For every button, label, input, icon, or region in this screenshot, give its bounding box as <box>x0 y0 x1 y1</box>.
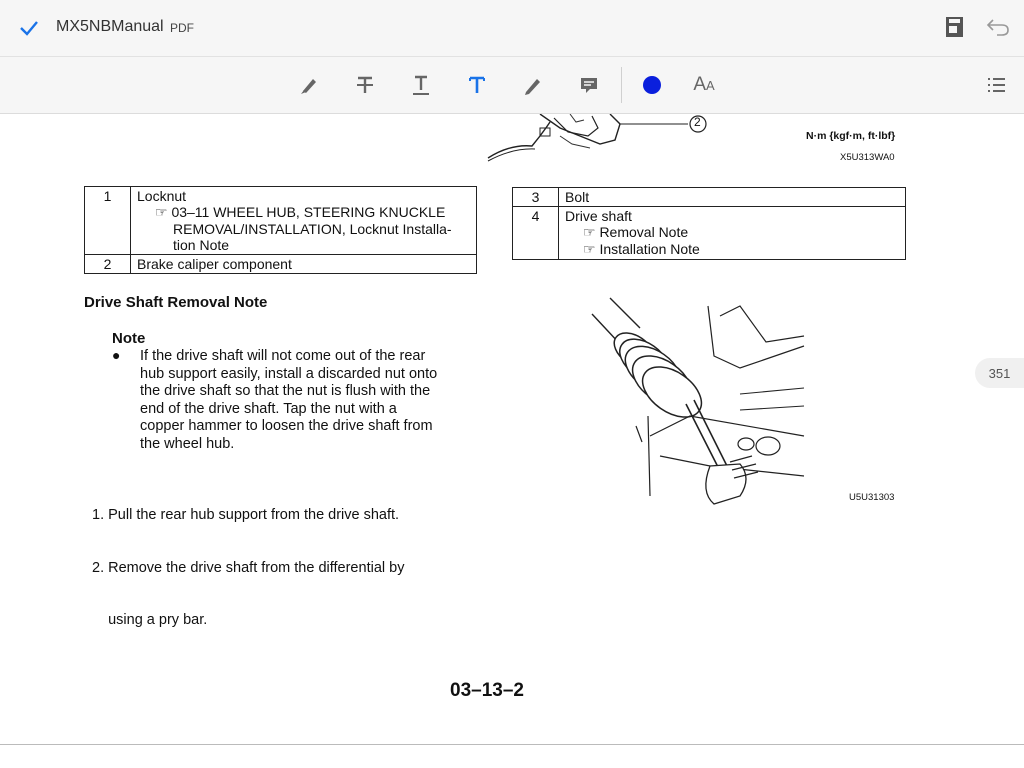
list-icon <box>985 74 1007 96</box>
pencil-icon <box>522 74 544 96</box>
highlighter-icon <box>298 74 320 96</box>
text-icon <box>466 74 488 96</box>
note-body <box>140 348 437 453</box>
bullet-dot: ● <box>112 347 121 363</box>
underline-text-icon <box>410 74 432 96</box>
figure-id-bottom: U5U31303 <box>849 492 895 503</box>
part-name: Brake caliper component <box>131 255 477 274</box>
note-line: the drive shaft so that the nut is flush with the <box>140 383 431 399</box>
check-icon[interactable] <box>18 17 40 39</box>
document-type: PDF <box>170 21 194 35</box>
part-number: 4 <box>513 207 559 260</box>
text-tool[interactable] <box>463 71 491 99</box>
text-size-icon: AA <box>693 74 715 95</box>
comment-icon <box>578 74 600 96</box>
table-row <box>513 207 906 260</box>
annotation-toolbar <box>0 57 1024 114</box>
highlight-tool[interactable] <box>295 71 323 99</box>
part-name: Locknut <box>137 188 187 204</box>
table-row <box>85 187 477 255</box>
undo-icon[interactable] <box>985 17 1011 37</box>
pdf-page <box>0 114 1024 744</box>
section-heading: Drive Shaft Removal Note <box>84 294 268 311</box>
outline-list-button[interactable] <box>982 71 1010 99</box>
step-item: using a pry bar. <box>92 612 208 628</box>
color-dot-icon <box>641 74 663 96</box>
part-number: 2 <box>85 255 131 274</box>
note-line: If the drive shaft will not come out of the rear <box>140 348 426 364</box>
page-bottom-edge <box>0 744 1024 745</box>
table-row <box>513 188 906 207</box>
color-picker[interactable] <box>638 71 666 99</box>
part-number: 1 <box>85 187 131 255</box>
page-indicator[interactable]: 351 <box>975 358 1024 388</box>
note-line: copper hammer to loosen the drive shaft from <box>140 418 433 434</box>
part-description <box>559 207 906 260</box>
document-title: MX5NBManual <box>56 18 164 35</box>
note-line: the wheel hub. <box>140 435 235 452</box>
note-line: hub support easily, install a discarded nut onto <box>140 365 438 382</box>
drive-shaft-illustration <box>590 296 830 506</box>
step-item: 2. Remove the drive shaft from the differential by <box>92 559 405 576</box>
parts-table-left <box>84 186 477 274</box>
comment-tool[interactable] <box>575 71 603 99</box>
part-description <box>131 187 477 255</box>
table-row <box>85 255 477 274</box>
reference-line: tion Note <box>173 237 230 253</box>
part-name: Bolt <box>559 188 906 207</box>
page-number: 03–13–2 <box>450 680 524 701</box>
reference-link[interactable]: ☞ Installation Note <box>583 241 700 257</box>
reference-link[interactable]: ☞ Removal Note <box>583 224 689 240</box>
reference-link[interactable]: ☞ 03–11 WHEEL HUB, STEERING KNUCKLE <box>155 204 446 220</box>
note-line: end of the drive shaft. Tap the nut with a <box>140 400 397 417</box>
text-size-button[interactable] <box>690 71 718 99</box>
toolbar-divider <box>621 67 622 103</box>
suspension-figure-fragment <box>480 114 720 164</box>
step-item: 1. Pull the rear hub support from the drive shaft. <box>92 507 400 523</box>
header-bar <box>0 0 1024 57</box>
save-icon[interactable] <box>945 16 965 38</box>
callout-number: 2 <box>694 115 701 129</box>
draw-tool[interactable] <box>519 71 547 99</box>
part-name: Drive shaft <box>565 208 632 224</box>
reference-line: REMOVAL/INSTALLATION, Locknut Installa- <box>173 221 452 237</box>
part-number: 3 <box>513 188 559 207</box>
parts-table-right <box>512 187 906 260</box>
figure-id-top: X5U313WA0 <box>840 152 895 163</box>
note-heading: Note <box>112 330 146 347</box>
steps-list <box>92 472 404 665</box>
torque-unit-label: N·m {kgf·m, ft·lbf} <box>806 130 896 142</box>
strikethrough-tool[interactable] <box>351 71 379 99</box>
underline-tool[interactable] <box>407 71 435 99</box>
strikethrough-icon <box>354 74 376 96</box>
